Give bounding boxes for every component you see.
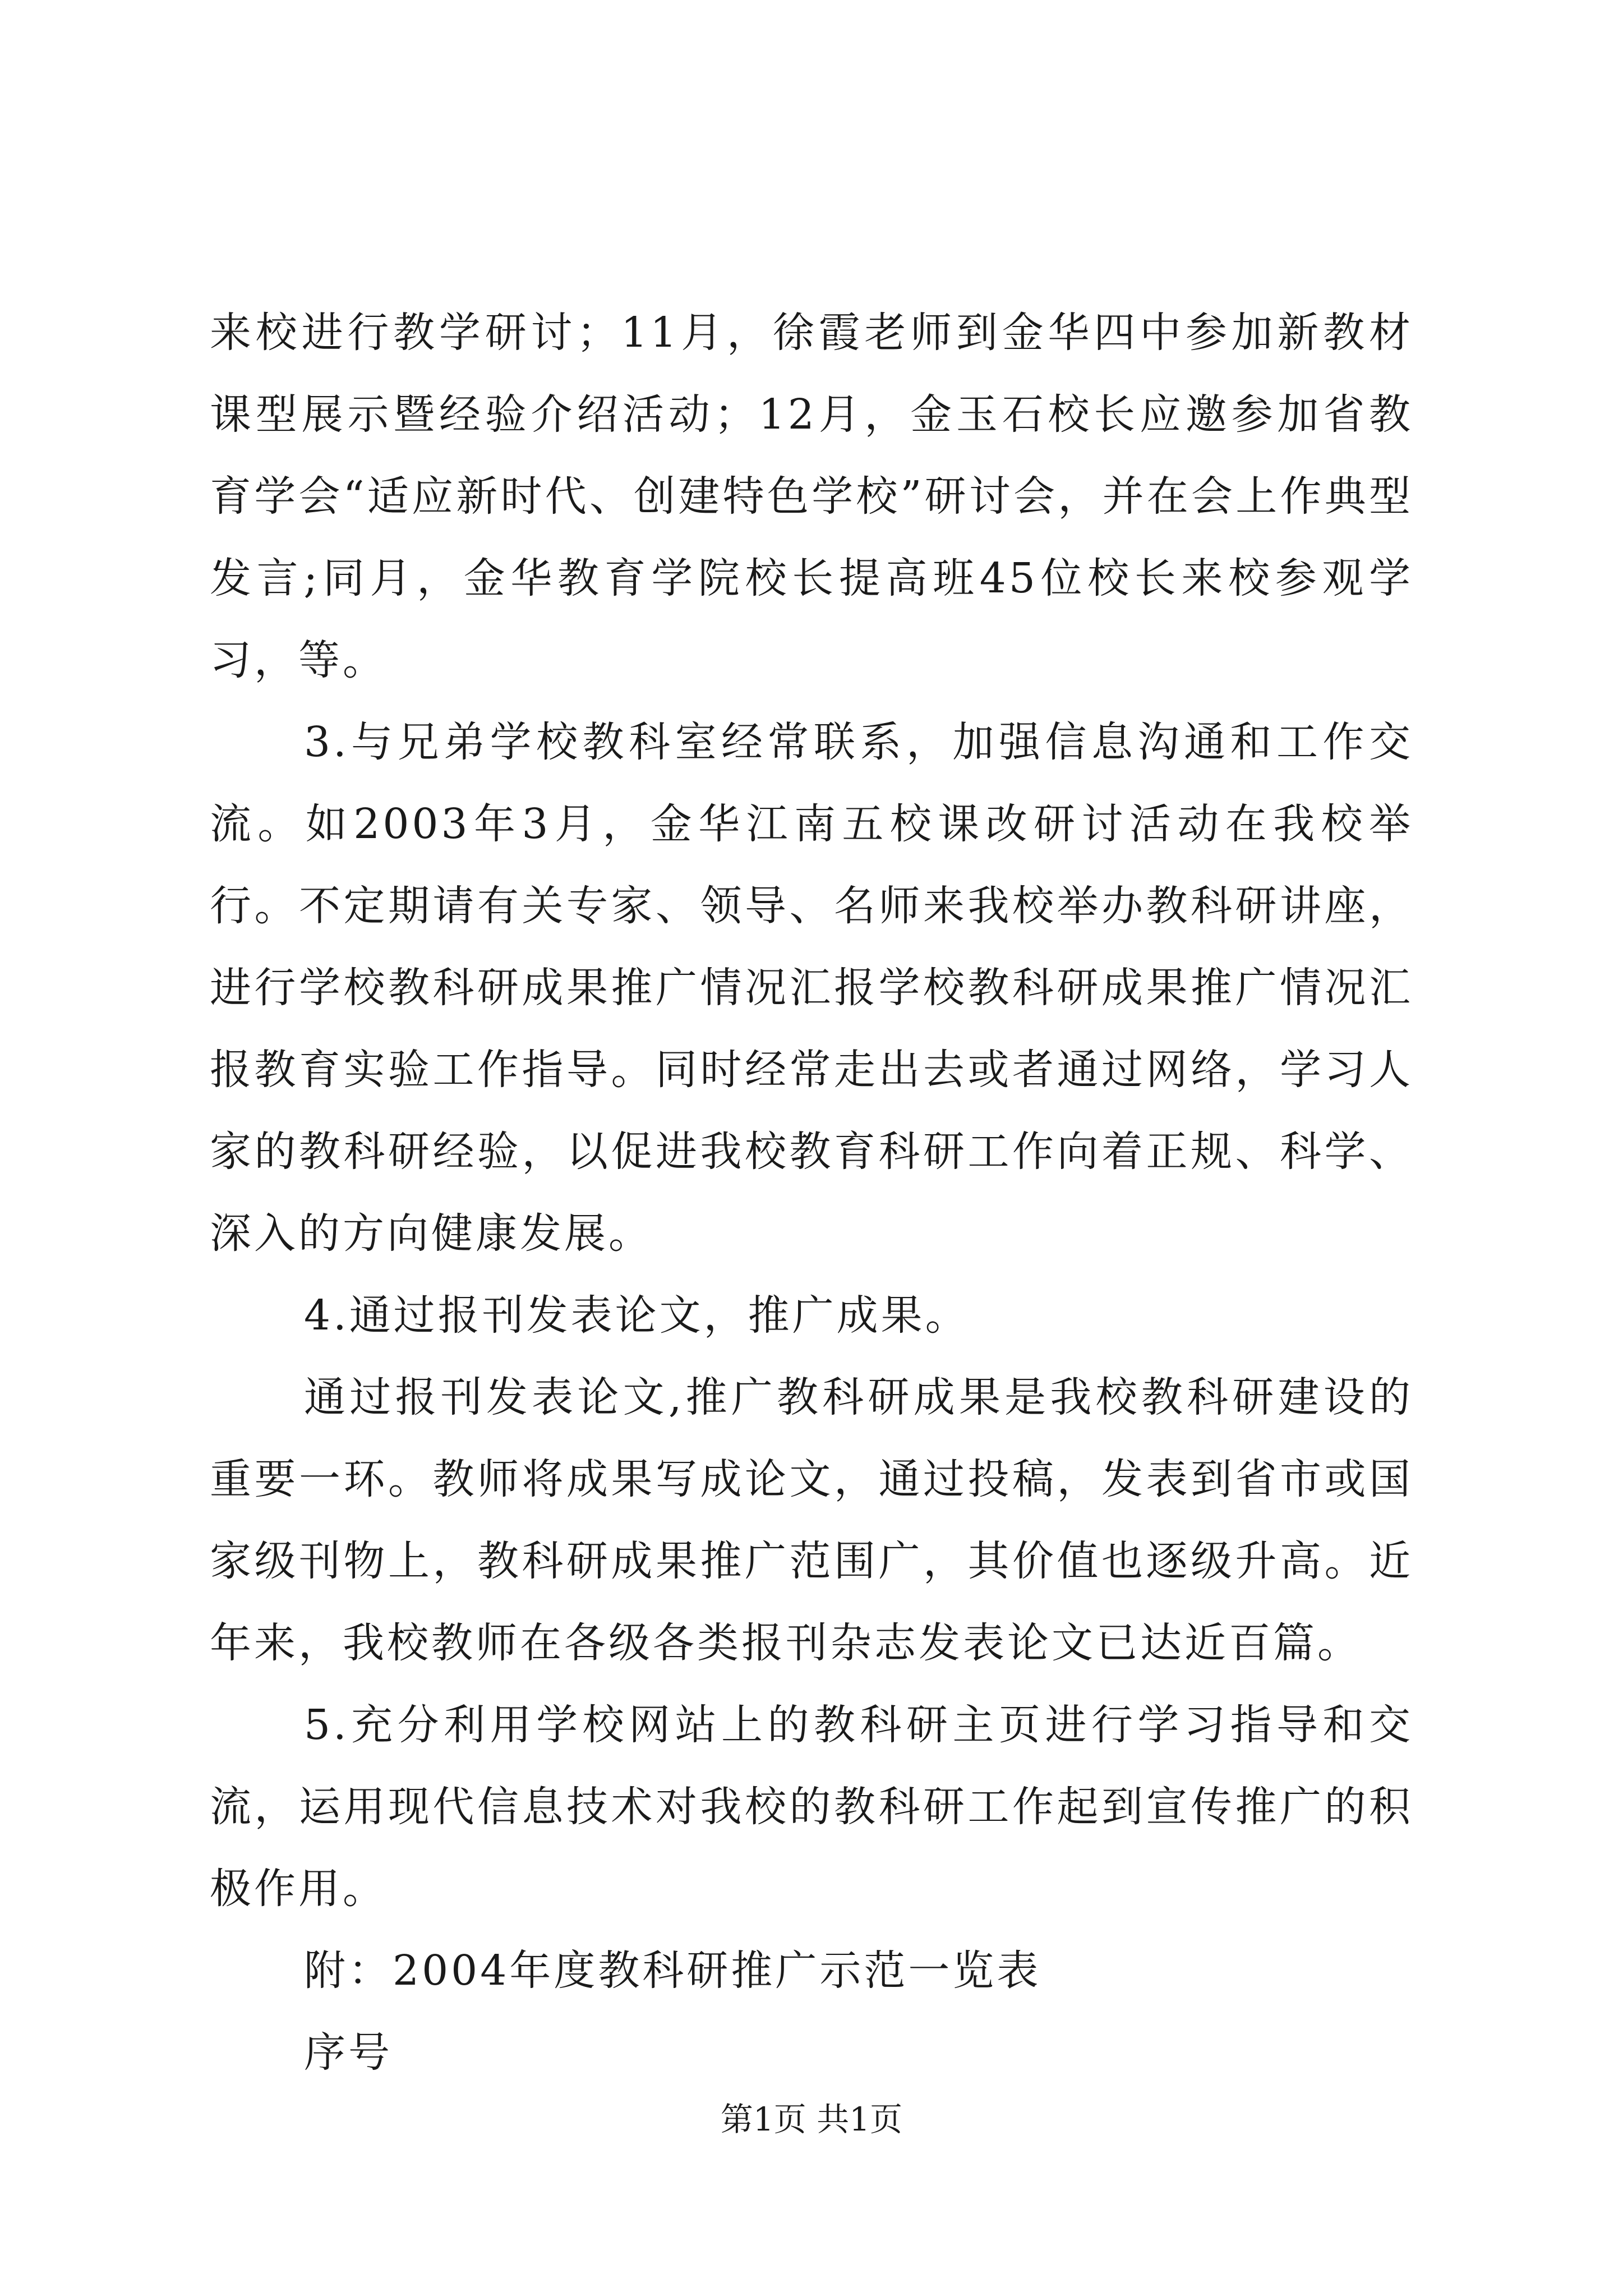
appendix-title: 附：2004年度教科研推广示范一览表 xyxy=(304,1947,1041,1995)
paragraph-item-4-heading: 4.通过报刊发表论文，推广成果。 xyxy=(304,1291,970,1340)
paragraph-item-4-body: 通过报刊发表论文,推广教科研成果是我校教科研建设的重要一环。教师将成果写成论文，通过投稿，发表到省市或国家级刊物上，教科研成果推广范围广，其价值也逐级升高。近年来，我校教师在各级各类报刊杂志发表论文已达近百篇。 xyxy=(210,1373,1413,1667)
paragraph-continuation: 来校进行教学研讨；11月，徐霞老师到金华四中参加新教材课型展示暨经验介绍活动；12月，金玉石校长应邀参加省教育学会“适应新时代、创建特色学校”研讨会，并在会上作典型发言;同月，金华教育学院校长提高班45位校长来校参观学习，等。 xyxy=(210,309,1413,684)
page-number-footer: 第1页 共1页 xyxy=(720,2100,903,2138)
document-body xyxy=(210,292,1413,2093)
paragraph-item-3: 3.与兄弟学校教科室经常联系，加强信息沟通和工作交流。如2003年3月，金华江南五校课改研讨活动在我校举行。不定期请有关专家、领导、名师来我校举办教科研讲座，进行学校教科研成果推广情况汇报学校教科研成果推广情况汇报教育实验工作指导。同时经常走出去或者通过网络，学习人家的教科研经验，以促进我校教育科研工作向着正规、科学、深入的方向健康发展。 xyxy=(210,718,1413,1258)
paragraph-item-5: 5.充分利用学校网站上的教科研主页进行学习指导和交流，运用现代信息技术对我校的教科研工作起到宣传推广的积极作用。 xyxy=(210,1701,1413,1913)
table-header-serial: 序号 xyxy=(304,2028,393,2077)
